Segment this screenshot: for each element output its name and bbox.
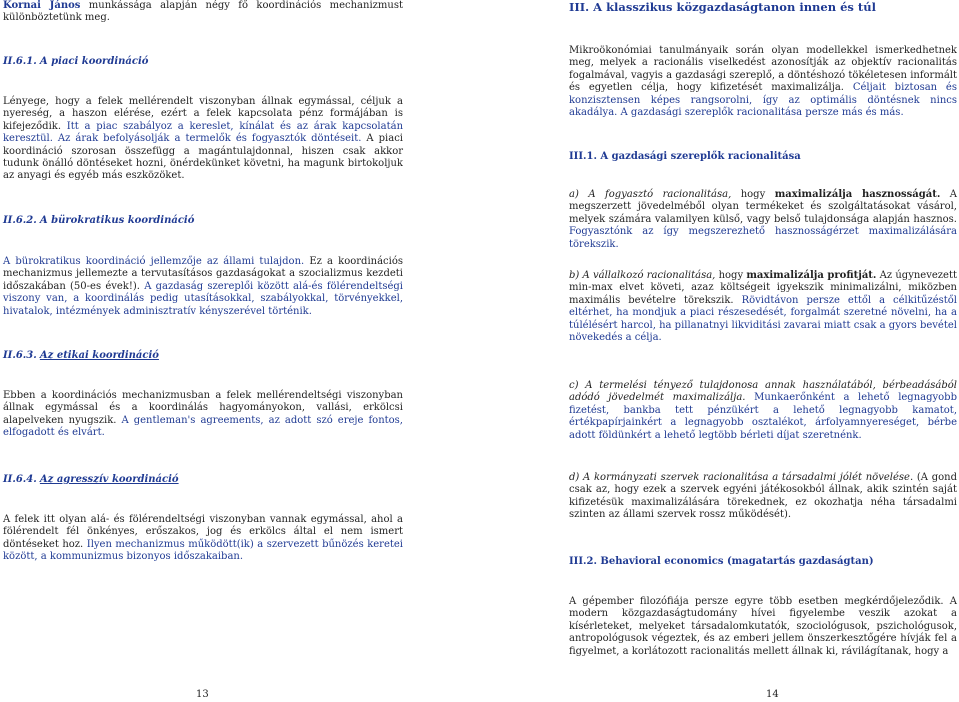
item-label: b) A vállalkozó racionalitása,	[569, 270, 716, 281]
intro-rest: munkássága alapján négy fő koordinációs mechanizmust különböztetünk meg.	[3, 0, 403, 24]
text-span: Lényege, hogy a felek mellérendelt viszonyban állnak egymással, céljuk a nyereség, a haszon elérése, ezért a felek kapcsolata pénz formájában is kifejeződik.	[3, 96, 403, 132]
page-number-left: 13	[196, 689, 209, 700]
text-span-blue: A gentleman's agreements, az adott szó ereje fontos, elfogadott és elvárt.	[3, 414, 403, 439]
intro-paragraph	[3, 0, 403, 25]
text-span: hogy	[715, 270, 747, 281]
section-title: A piaci koordináció	[39, 56, 149, 67]
text-span-blue: A gazdaság szereplői között alá-és fölérendeltségi viszony van, a koordinálás pedig utasításokkal, szabályokkal, törvényekkel, hivatalok, intézmények adminisztratív kényszerével történik.	[3, 280, 403, 317]
section-number: II.6.1.	[3, 56, 37, 67]
section-heading-6-4	[3, 474, 403, 486]
behavioral-paragraph: A gépember filozófiája persze egyre több esetben megkérdőjeleződik. A modern közgazdaságtudomány hívei figyelembe veszik azokat a kísérleteket, melyeket társadalomkutatók, szociológusok, pszichológusok, antropológusok végeztek, és az emberi jellem önszerkesztőgére hívják fel a figyelmet, a korlátozott racionalitás mellett állnak ki, rávilágítanak, hogy a	[569, 596, 957, 657]
text-span-blue: Munkaerőnként a lehető legnagyobb fizetést, bankba tett pénzükért a lehető legnagyobb kamatot, értékpapírjainkért a legnagyobb osztalékot, árfolyamnyereséget, bérbe adott földünkért a lehető legtöbb bérleti díjat szeretnénk.	[569, 392, 957, 441]
section-number: II.6.2.	[3, 215, 37, 226]
text-span: Mikroökonómiai tanulmányaik során olyan modellekkel ismerkedhetnek meg, melyek a racionális viselkedést azonosítják az objektív racionalitás fogalmával, vagyis a gazdasági szereplő, a döntéshozó tökéletesen informált és egyetlen célja, hogy kifizetését maximalizálja.	[569, 45, 957, 94]
item-label: d) A kormányzati szervek racionalitása a társadalmi jólét növelése.	[569, 472, 914, 483]
section-heading-6-2	[3, 215, 403, 227]
text-span: Az úgynevezett min-max elvet követi, azaz költségeit igyekszik minimalizálni, miközben maximális bevételre törekszik.	[569, 270, 957, 306]
text-span-blue: Fogyasztónk az így megszerezhető hasznosságérzet maximalizálására törekszik.	[569, 226, 957, 250]
chapter-heading: III. A klasszikus közgazdaságtanon innen és túl	[569, 0, 876, 14]
entrepreneur-rationality-paragraph	[569, 270, 957, 344]
market-coordination-paragraph	[3, 96, 403, 183]
aggressive-coordination-paragraph	[3, 514, 403, 564]
right-page	[569, 0, 957, 702]
bold-text: maximalizálja hasznosságát.	[774, 189, 941, 200]
item-label: a) A fogyasztó racionalitása,	[569, 189, 732, 200]
text-span-blue: Céljait biztosan és konzisztensen képes rangsorolni, így az optimális döntésnek nincs akadálya.	[569, 82, 957, 119]
section-title: Az etikai koordináció	[39, 350, 159, 361]
text-span-blue: Ilyen mechanizmus működött(ik) a szervezett bűnözés keretei között, a kommunizmus bizonyos időszakaiban.	[3, 538, 404, 563]
text-span: (A gond csak az, hogy ezek a szervek egyéni játékosokból állnak, akik szintén saját kifizetésük maximalizálására törekednek, ez okozhatja néha társadalmi szinten az állami szervek rossz működését).	[569, 472, 957, 521]
left-page	[3, 0, 403, 702]
section-heading-6-1	[3, 56, 403, 68]
item-label: c) A termelési tényező tulajdonosa annak használatából, bérbeadásából adódó jövedelmét maximalizálja.	[569, 380, 957, 404]
author-name: Kornai János	[3, 0, 81, 11]
text-span-blue: A gazdasági szereplők racionalitása persze más és más.	[620, 107, 904, 119]
text-span: A megszerzett jövedelméből olyan termékeket és szolgáltatásokat vásárol, melyek számára valamilyen külső, vagy belső tulajdonsága alapján hasznos.	[569, 189, 957, 225]
text-span-blue: Rövidtávon persze ettől a célkitűzéstől eltérhet, ha mondjuk a piaci részesedését, forgalmát szeretné növelni, ha a túlélésért harcol, ha pillanatnyi likviditási zavarai miatt csak a gyors bevétel növekedés a célja.	[569, 294, 958, 344]
bureaucratic-coordination-paragraph	[3, 256, 403, 318]
section-number: II.6.3.	[3, 350, 37, 361]
page-number-right: 14	[766, 689, 779, 700]
section-title: A bürokratikus koordináció	[39, 215, 195, 226]
consumer-rationality-paragraph	[569, 189, 957, 251]
text-span: A felek itt olyan alá- és fölérendeltségi viszonyban vannak egymással, ahol a fölérendelt fél önkényes, erőszakos, jog és erkölcs által el nem ismert döntéseket hoz.	[3, 514, 403, 550]
section-heading-III-2: III.2. Behavioral economics (magatartás gazdaságtan)	[569, 556, 874, 567]
section-heading-6-3	[3, 350, 403, 362]
text-span: Ebben a koordinációs mechanizmusban a felek mellérendeltségi viszonyban állnak egymással és a koordinálás hagyományokon, vallási, erkölcsi alapelveken nyugszik.	[3, 390, 403, 426]
government-rationality-paragraph	[569, 472, 957, 522]
section-heading-III-1: III.1. A gazdasági szereplők racionalitása	[569, 151, 801, 162]
text-span: hogy	[731, 189, 775, 200]
text-span: Ez a koordinációs mechanizmus jellemezte a tervutasításos gazdaságokat a szocializmus kezdeti időszakában (50-es évek!).	[3, 256, 403, 292]
section-title: Az agresszív koordináció	[39, 474, 179, 485]
bold-text: maximalizálja profitját.	[746, 270, 877, 281]
text-span-blue: A bürokratikus koordináció jellemzője az állami tulajdon.	[3, 256, 305, 267]
ethical-coordination-paragraph	[3, 390, 403, 440]
text-span: A piaci koordináció szorosan összefügg a magántulajdonnal, hiszen csak akkor tudunk önálló döntéseket hozni, önérdekünket követni, ha magunk birtokoljuk az anyagi és egyéb más eszközöket.	[3, 133, 404, 182]
factor-owner-rationality-paragraph	[569, 380, 957, 442]
intro-paragraph-right	[569, 45, 957, 119]
text-span-blue: Itt a piac szabályoz a kereslet, kínálat és az árak kapcsolatán keresztül. Az árak befolyásolják a termelők és fogyasztók döntéseit.	[3, 120, 404, 145]
section-number: II.6.4.	[3, 474, 37, 485]
